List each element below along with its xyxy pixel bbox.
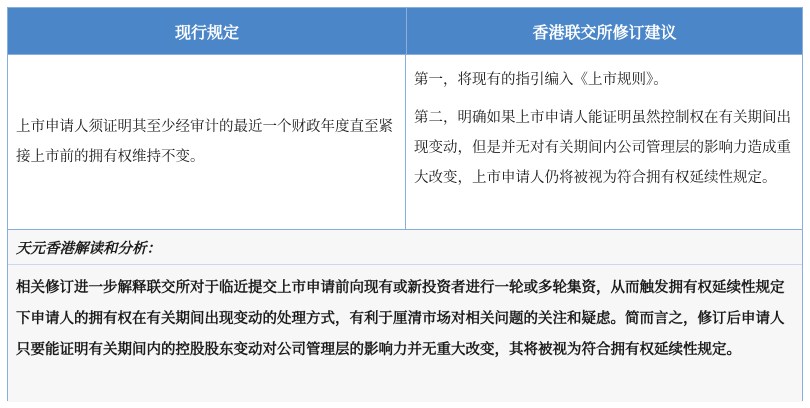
analysis-body: 相关修订进一步解释联交所对于临近提交上市申请前向现有或新投资者进行一轮或多轮集资，从而触发拥有权延续性规定下申请人的拥有权在有关期间出现变动的处理方式，有利于厘清市场对相关问题的关注和疑虑。简而言之，修订后申请人只要能证明有关期间内的控股股东变动对公司管理层的影响力并无重大改变，其将被视为符合拥有权延续性规定。 [16, 280, 785, 358]
analysis-section [8, 230, 802, 402]
current-rule-cell [8, 55, 406, 229]
header-proposal: 香港联交所修订建议 [532, 22, 677, 42]
comparison-table [7, 7, 803, 401]
header-current-rule: 现行规定 [8, 8, 407, 54]
analysis-heading: 天元香港解读和分析： [8, 234, 802, 265]
proposal-point-2: 第二，明确如果上市申请人能证明虽然控制权在有关期间出现变动，但是并无对有关期间内公司管理层的影响力造成重大改变，上市申请人仍将被视为符合拥有权延续性规定。 [414, 110, 791, 186]
proposal-point-1: 第一，将现有的指引编入《上市规则》。 [414, 72, 668, 88]
current-rule-text: 上市申请人须证明其至少经审计的最近一个财政年度直至紧接上市前的拥有权维持不变。 [16, 119, 393, 165]
proposal-cell [406, 55, 802, 229]
table-header-row [8, 8, 802, 55]
comparison-row [8, 55, 802, 230]
